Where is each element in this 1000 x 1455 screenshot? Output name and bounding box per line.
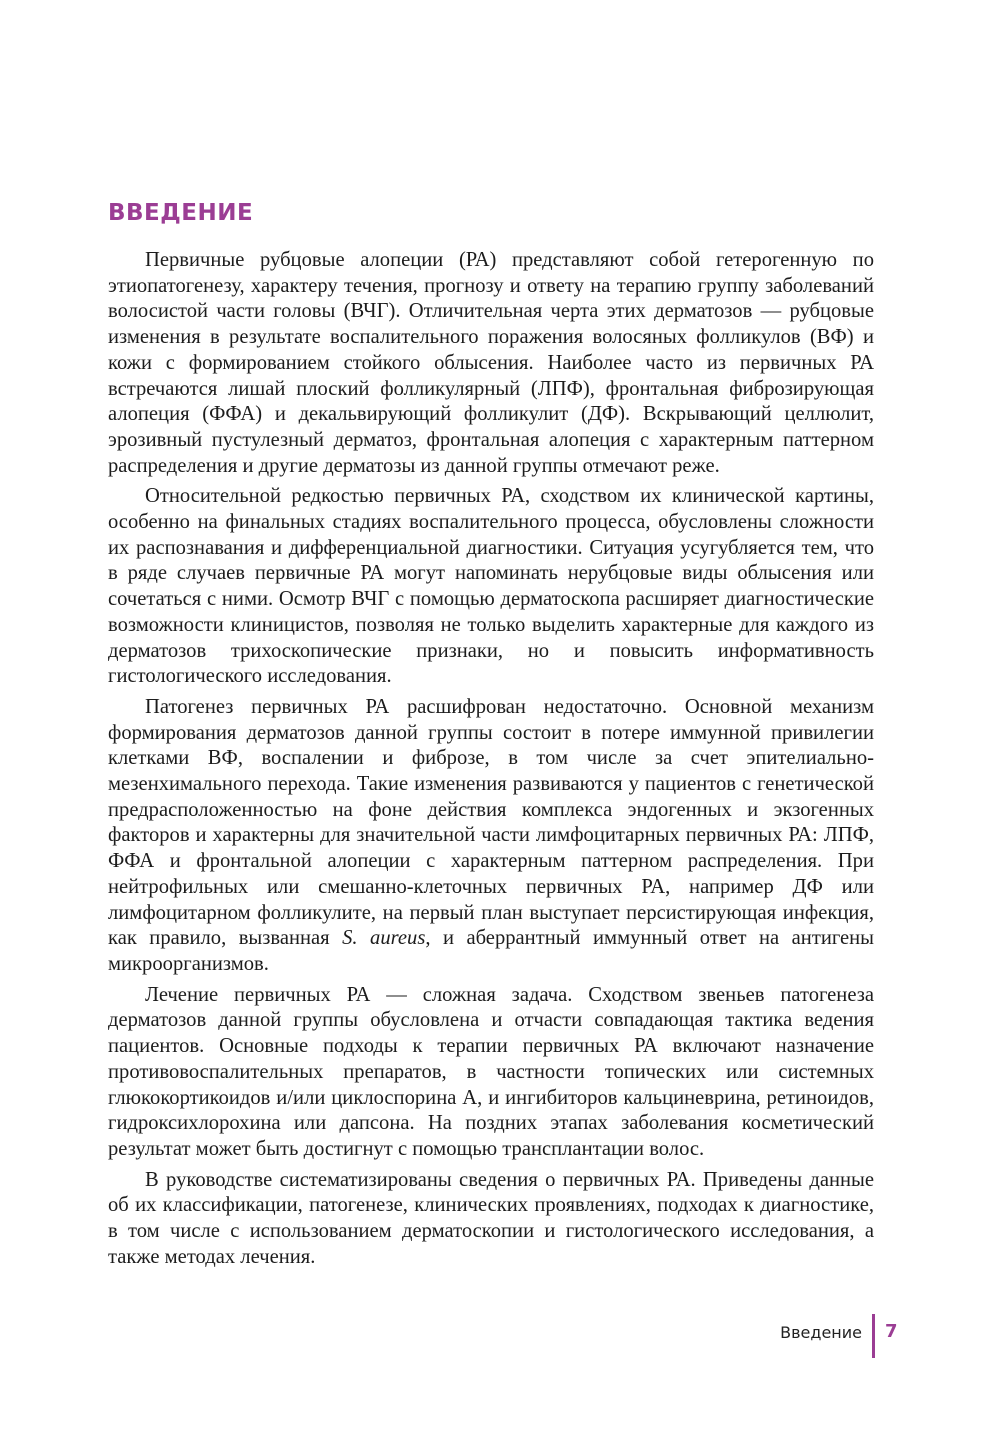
paragraph-2: Относительной редкостью первичных РА, сходством их клинической картины, особенно на финальных стадиях воспалительного процесса, обусловлены сложности их распознавания и дифференциальной диагностики. Ситуация усугубляется тем, что в ряде случаев первичные РА могут напоминать нерубцовые виды облысения или сочетаться с ними. Осмотр ВЧГ с помощью дерматоскопа расширяет диагностические возможности клиницистов, позволяя не только выделить характерные для каждого из дерматозов трихоскопические признаки, но и повысить информативность гистологического исследования. — [108, 485, 874, 688]
species-name: S. aureus — [342, 927, 426, 950]
paragraph-5: В руководстве систематизированы сведения о первичных РА. Приведены данные об их классификации, патогенезе, клинических проявлениях, подходах к диагностике, в том числе с использованием дерматоскопии и гистологического исследования, а также методах лечения. — [108, 1168, 874, 1268]
running-footer-section: Введение — [780, 1323, 862, 1342]
section-heading: ВВЕДЕНИЕ — [108, 200, 254, 226]
paragraph-4: Лечение первичных РА — сложная задача. Сходством звеньев патогенеза дерматозов данной группы обусловлена и отчасти совпадающая тактика ведения пациентов. Основные подходы к терапии первичных РА включают назначение противовоспалительных препаратов, в частности топических или системных глюкокортикоидов и/или циклоспорина А, и ингибиторов кальциневрина, ретиноидов, гидроксихлорохина или дапсона. На поздних этапах заболевания косметический результат может быть достигнут с помощью трансплантации волос. — [108, 983, 874, 1160]
body-text — [108, 248, 874, 1275]
footer-divider — [872, 1314, 875, 1358]
paragraph-3-text-after: , и аберрантный иммунный ответ на антигены микроорганизмов. — [108, 927, 875, 975]
paragraph-1: Первичные рубцовые алопеции (РА) представляют собой гетерогенную по этиопатогенезу, характеру течения, прогнозу и ответу на терапию группу заболеваний волосистой части головы (ВЧГ). Отличительная черта этих дерматозов — рубцовые изменения в результате воспалительного поражения волосяных фолликулов (ВФ) и кожи с формированием стойкого облысения. Наиболее часто из первичных РА встречаются лишай плоский фолликулярный (ЛПФ), фронтальная фиброзирующая алопеция (ФФА) и декальвирующий фолликулит (ДФ). Вскрывающий целлюлит, эрозивный пустулезный дерматоз, фронтальная алопеция с характерным паттерном распределения и другие дерматозы из данной группы отмечают реже. — [108, 249, 874, 477]
page-number: 7 — [885, 1321, 898, 1342]
paragraph-3-text-before: Патогенез первичных РА расшифрован недостаточно. Основной механизм формирования дерматозов данной группы состоит в потере иммунной привилегии клетками ВФ, воспалении и фиброзе, в том числе за счет эпителиально-мезенхимального перехода. Такие изменения развиваются у пациентов с генетической предрасположенностью на фоне действия комплекса эндогенных и экзогенных факторов и характерны для значительной части лимфоцитарных первичных РА: ЛПФ, ФФА и фронтальной алопеции с характерным паттерном распределения. При нейтрофильных или смешанно-клеточных первичных РА, например ДФ или лимфоцитарном фолликулите, на первый план выступает персистирующая инфекция, как правило, вызванная — [108, 695, 874, 950]
paragraph-3 — [108, 695, 874, 978]
